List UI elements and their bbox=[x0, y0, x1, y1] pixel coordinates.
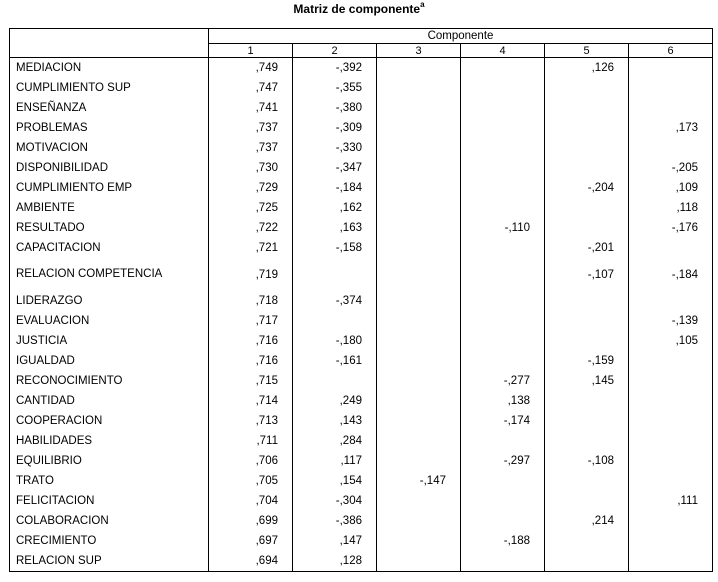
row-label: CUMPLIMIENTO EMP bbox=[10, 178, 209, 198]
table-row bbox=[10, 218, 713, 238]
loading-cell bbox=[545, 158, 629, 178]
loading-cell bbox=[629, 531, 713, 551]
loading-cell: ,138 bbox=[461, 391, 545, 411]
column-header-3: 3 bbox=[377, 44, 461, 58]
loading-cell: ,128 bbox=[293, 551, 377, 572]
loading-cell: ,126 bbox=[545, 58, 629, 79]
loading-cell: ,718 bbox=[209, 291, 293, 311]
loading-cell bbox=[545, 491, 629, 511]
row-label: EQUILIBRIO bbox=[10, 451, 209, 471]
loading-cell bbox=[629, 431, 713, 451]
loading-cell bbox=[545, 98, 629, 118]
loading-cell bbox=[377, 178, 461, 198]
row-label: ENSEÑANZA bbox=[10, 98, 209, 118]
loading-cell bbox=[461, 78, 545, 98]
loading-cell: -,174 bbox=[461, 411, 545, 431]
loading-cell: ,717 bbox=[209, 311, 293, 331]
loading-cell bbox=[545, 431, 629, 451]
loading-cell bbox=[545, 311, 629, 331]
loading-cell bbox=[545, 391, 629, 411]
loading-cell bbox=[377, 218, 461, 238]
loading-cell bbox=[461, 138, 545, 158]
loading-cell bbox=[629, 511, 713, 531]
loading-cell: ,722 bbox=[209, 218, 293, 238]
loading-cell: ,721 bbox=[209, 238, 293, 258]
loading-cell bbox=[461, 351, 545, 371]
loading-cell bbox=[461, 291, 545, 311]
loading-cell: -,158 bbox=[293, 238, 377, 258]
loading-cell bbox=[293, 311, 377, 331]
loading-cell: -,374 bbox=[293, 291, 377, 311]
loading-cell bbox=[461, 551, 545, 572]
row-label: TRATO bbox=[10, 471, 209, 491]
row-label: IGUALDAD bbox=[10, 351, 209, 371]
loading-cell bbox=[461, 158, 545, 178]
loading-cell bbox=[545, 331, 629, 351]
loading-cell: -,392 bbox=[293, 58, 377, 79]
loading-cell bbox=[629, 238, 713, 258]
loading-cell: -,176 bbox=[629, 218, 713, 238]
loading-cell: ,729 bbox=[209, 178, 293, 198]
loading-cell: ,249 bbox=[293, 391, 377, 411]
loading-cell: ,111 bbox=[629, 491, 713, 511]
loading-cell bbox=[377, 138, 461, 158]
loading-cell bbox=[545, 411, 629, 431]
loading-cell: -,188 bbox=[461, 531, 545, 551]
loading-cell: -,161 bbox=[293, 351, 377, 371]
table-row bbox=[10, 158, 713, 178]
loading-cell bbox=[461, 511, 545, 531]
table-row bbox=[10, 511, 713, 531]
loading-cell bbox=[461, 98, 545, 118]
loading-cell bbox=[377, 391, 461, 411]
loading-cell bbox=[629, 371, 713, 391]
table-row bbox=[10, 198, 713, 218]
row-label: COOPERACION bbox=[10, 411, 209, 431]
loading-cell bbox=[377, 158, 461, 178]
header-group-componente: Componente bbox=[209, 29, 713, 44]
loading-cell bbox=[461, 331, 545, 351]
loading-cell: -,184 bbox=[629, 258, 713, 291]
table-row bbox=[10, 471, 713, 491]
loading-cell: ,147 bbox=[293, 531, 377, 551]
loading-cell bbox=[377, 411, 461, 431]
loading-cell: -,304 bbox=[293, 491, 377, 511]
loading-cell: -,139 bbox=[629, 311, 713, 331]
loading-cell: ,716 bbox=[209, 331, 293, 351]
table-row bbox=[10, 411, 713, 431]
loading-cell: -,309 bbox=[293, 118, 377, 138]
column-header-4: 4 bbox=[461, 44, 545, 58]
table-row bbox=[10, 491, 713, 511]
loading-cell bbox=[545, 471, 629, 491]
table-body bbox=[10, 58, 713, 572]
row-label: DISPONIBILIDAD bbox=[10, 158, 209, 178]
loading-cell bbox=[377, 258, 461, 291]
table-row bbox=[10, 331, 713, 351]
loading-cell: -,180 bbox=[293, 331, 377, 351]
loading-cell bbox=[629, 551, 713, 572]
column-header-6: 6 bbox=[629, 44, 713, 58]
loading-cell bbox=[461, 118, 545, 138]
loading-cell bbox=[377, 531, 461, 551]
loading-cell: ,105 bbox=[629, 331, 713, 351]
row-label: CAPACITACION bbox=[10, 238, 209, 258]
loading-cell: ,730 bbox=[209, 158, 293, 178]
row-label: MEDIACION bbox=[10, 58, 209, 79]
row-label: EVALUACION bbox=[10, 311, 209, 331]
loading-cell bbox=[377, 198, 461, 218]
loading-cell bbox=[545, 531, 629, 551]
loading-cell bbox=[377, 331, 461, 351]
loading-cell: ,749 bbox=[209, 58, 293, 79]
loading-cell: ,704 bbox=[209, 491, 293, 511]
table-title-text: Matriz de componente bbox=[293, 2, 421, 16]
loading-cell: ,154 bbox=[293, 471, 377, 491]
loading-cell: -,347 bbox=[293, 158, 377, 178]
row-label: CUMPLIMIENTO SUP bbox=[10, 78, 209, 98]
table-row bbox=[10, 291, 713, 311]
loading-cell: ,725 bbox=[209, 198, 293, 218]
loading-cell bbox=[461, 198, 545, 218]
loading-cell: ,118 bbox=[629, 198, 713, 218]
loading-cell: ,706 bbox=[209, 451, 293, 471]
loading-cell: ,173 bbox=[629, 118, 713, 138]
row-label: RELACION SUP bbox=[10, 551, 209, 572]
row-label: RESULTADO bbox=[10, 218, 209, 238]
loading-cell bbox=[377, 98, 461, 118]
loading-cell bbox=[545, 78, 629, 98]
loading-cell: -,159 bbox=[545, 351, 629, 371]
loading-cell bbox=[377, 351, 461, 371]
loading-cell bbox=[629, 98, 713, 118]
table-row bbox=[10, 371, 713, 391]
loading-cell: ,716 bbox=[209, 351, 293, 371]
row-label: JUSTICIA bbox=[10, 331, 209, 351]
table-row bbox=[10, 98, 713, 118]
table-row bbox=[10, 451, 713, 471]
loading-cell bbox=[461, 491, 545, 511]
loading-cell: ,705 bbox=[209, 471, 293, 491]
loading-cell bbox=[629, 78, 713, 98]
table-row bbox=[10, 118, 713, 138]
loading-cell: ,163 bbox=[293, 218, 377, 238]
loading-cell bbox=[629, 471, 713, 491]
loading-cell: ,694 bbox=[209, 551, 293, 572]
table-title-footnote-marker: a bbox=[420, 0, 425, 9]
table-row bbox=[10, 178, 713, 198]
loading-cell: ,117 bbox=[293, 451, 377, 471]
row-label: CRECIMIENTO bbox=[10, 531, 209, 551]
loading-cell: ,719 bbox=[209, 258, 293, 291]
loading-cell: -,330 bbox=[293, 138, 377, 158]
table-row bbox=[10, 138, 713, 158]
table-row bbox=[10, 258, 713, 291]
loading-cell: -,386 bbox=[293, 511, 377, 531]
loading-cell: ,109 bbox=[629, 178, 713, 198]
loading-cell: ,715 bbox=[209, 371, 293, 391]
loading-cell: -,204 bbox=[545, 178, 629, 198]
loading-cell: ,699 bbox=[209, 511, 293, 531]
loading-cell bbox=[377, 118, 461, 138]
loading-cell bbox=[293, 258, 377, 291]
loading-cell bbox=[629, 138, 713, 158]
loading-cell bbox=[461, 431, 545, 451]
loading-cell bbox=[461, 58, 545, 79]
loading-cell bbox=[629, 291, 713, 311]
loading-cell bbox=[545, 118, 629, 138]
loading-cell bbox=[545, 551, 629, 572]
loading-cell: -,201 bbox=[545, 238, 629, 258]
component-matrix-table bbox=[9, 28, 713, 572]
table-row bbox=[10, 431, 713, 451]
loading-cell bbox=[545, 198, 629, 218]
loading-cell: -,205 bbox=[629, 158, 713, 178]
loading-cell bbox=[377, 311, 461, 331]
loading-cell: ,737 bbox=[209, 138, 293, 158]
table-row bbox=[10, 78, 713, 98]
row-label: HABILIDADES bbox=[10, 431, 209, 451]
column-header-5: 5 bbox=[545, 44, 629, 58]
loading-cell bbox=[461, 238, 545, 258]
loading-cell bbox=[377, 451, 461, 471]
loading-cell bbox=[545, 291, 629, 311]
loading-cell bbox=[461, 178, 545, 198]
column-header-1: 1 bbox=[209, 44, 293, 58]
loading-cell: -,277 bbox=[461, 371, 545, 391]
loading-cell bbox=[377, 511, 461, 531]
row-label: PROBLEMAS bbox=[10, 118, 209, 138]
row-label: RELACION COMPETENCIA bbox=[10, 258, 209, 291]
loading-cell bbox=[629, 391, 713, 411]
loading-cell bbox=[461, 471, 545, 491]
loading-cell bbox=[629, 451, 713, 471]
loading-cell bbox=[629, 351, 713, 371]
row-label: MOTIVACION bbox=[10, 138, 209, 158]
loading-cell: -,297 bbox=[461, 451, 545, 471]
loading-cell: ,741 bbox=[209, 98, 293, 118]
loading-cell bbox=[629, 411, 713, 431]
loading-cell: -,355 bbox=[293, 78, 377, 98]
loading-cell bbox=[629, 58, 713, 79]
column-header-2: 2 bbox=[293, 44, 377, 58]
loading-cell bbox=[377, 291, 461, 311]
loading-cell: -,184 bbox=[293, 178, 377, 198]
loading-cell: ,143 bbox=[293, 411, 377, 431]
row-label: FELICITACION bbox=[10, 491, 209, 511]
loading-cell bbox=[461, 258, 545, 291]
table-row bbox=[10, 351, 713, 371]
loading-cell bbox=[377, 78, 461, 98]
loading-cell bbox=[377, 551, 461, 572]
row-label: LIDERAZGO bbox=[10, 291, 209, 311]
loading-cell: -,108 bbox=[545, 451, 629, 471]
loading-cell bbox=[461, 311, 545, 331]
header-corner-cell bbox=[10, 29, 209, 58]
loading-cell: ,145 bbox=[545, 371, 629, 391]
row-label: AMBIENTE bbox=[10, 198, 209, 218]
loading-cell: -,110 bbox=[461, 218, 545, 238]
loading-cell: ,737 bbox=[209, 118, 293, 138]
loading-cell: -,147 bbox=[377, 471, 461, 491]
loading-cell bbox=[377, 238, 461, 258]
loading-cell bbox=[377, 431, 461, 451]
row-label: CANTIDAD bbox=[10, 391, 209, 411]
loading-cell bbox=[377, 371, 461, 391]
loading-cell bbox=[377, 58, 461, 79]
table-row bbox=[10, 311, 713, 331]
loading-cell bbox=[545, 218, 629, 238]
loading-cell: -,107 bbox=[545, 258, 629, 291]
loading-cell bbox=[293, 371, 377, 391]
loading-cell: ,747 bbox=[209, 78, 293, 98]
loading-cell: ,697 bbox=[209, 531, 293, 551]
table-row bbox=[10, 238, 713, 258]
table-row bbox=[10, 391, 713, 411]
loading-cell: ,714 bbox=[209, 391, 293, 411]
loading-cell: ,214 bbox=[545, 511, 629, 531]
loading-cell: ,711 bbox=[209, 431, 293, 451]
loading-cell bbox=[377, 491, 461, 511]
loading-cell: ,713 bbox=[209, 411, 293, 431]
loading-cell: ,284 bbox=[293, 431, 377, 451]
table-row bbox=[10, 58, 713, 79]
table-row bbox=[10, 551, 713, 572]
loading-cell: -,380 bbox=[293, 98, 377, 118]
row-label: RECONOCIMIENTO bbox=[10, 371, 209, 391]
table-title bbox=[0, 2, 718, 16]
table-row bbox=[10, 531, 713, 551]
loading-cell bbox=[545, 138, 629, 158]
row-label: COLABORACION bbox=[10, 511, 209, 531]
loading-cell: ,162 bbox=[293, 198, 377, 218]
